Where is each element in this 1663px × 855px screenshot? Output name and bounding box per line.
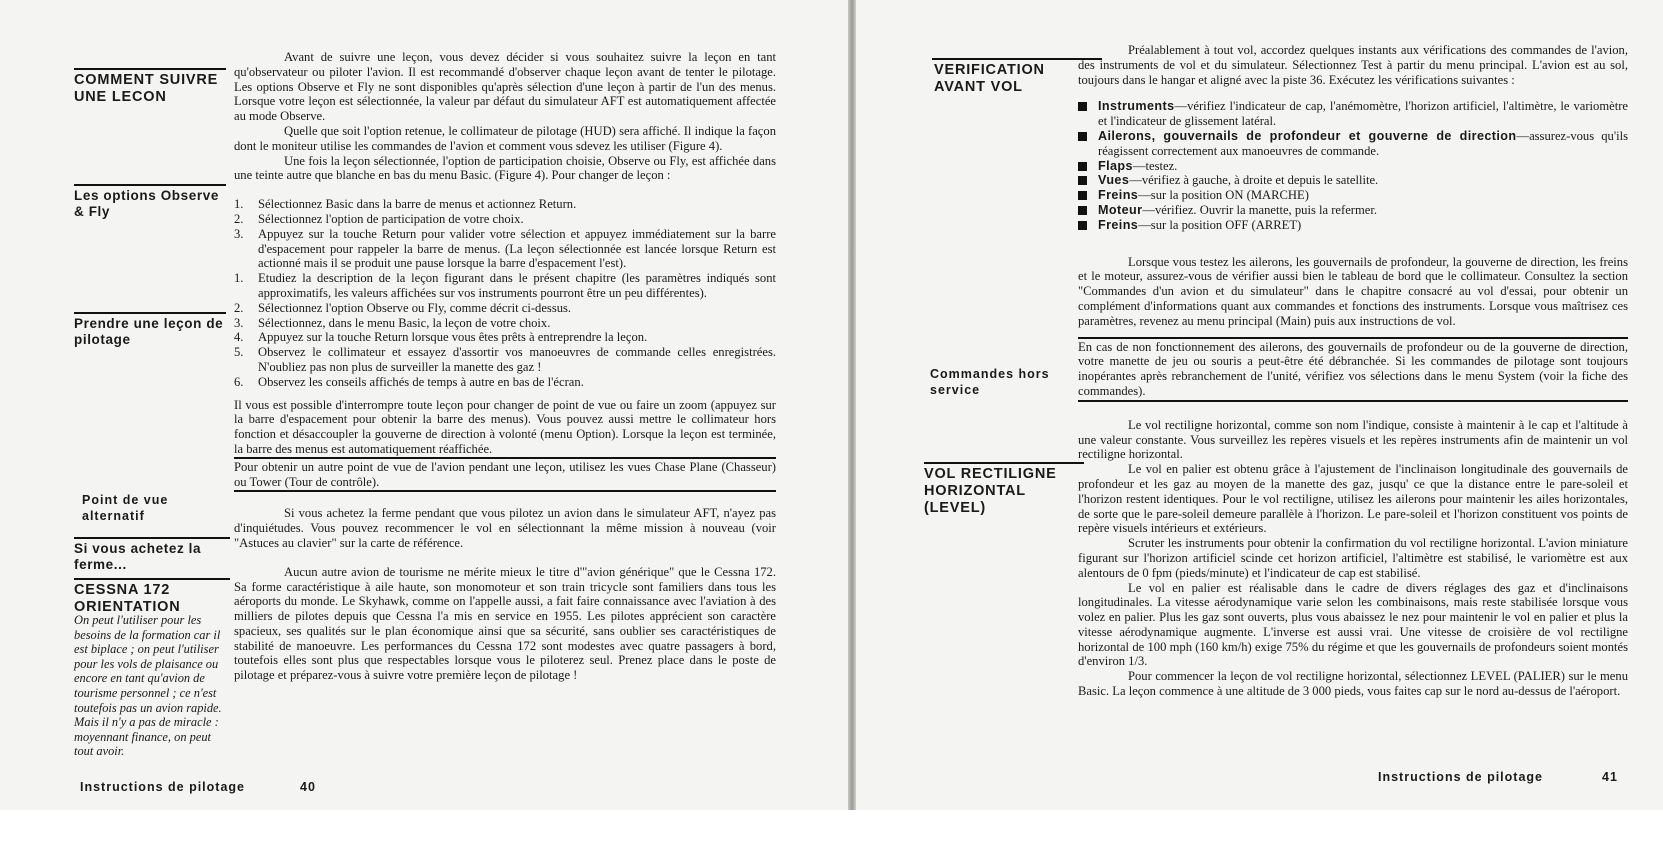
check-item: Vues—vérifiez à gauche, à droite et depuis le satellite. xyxy=(1078,173,1628,188)
list-item: 4. Appuyez sur la touche Return lorsque vous êtes prêts à entreprendre la leçon. xyxy=(234,330,648,345)
verif-rule xyxy=(932,58,1102,60)
heading-options: Les options Observe & Fly xyxy=(74,184,226,220)
list-item: 2. Sélectionnez l'option Observe ou Fly, comme décrit ci-dessus. xyxy=(234,300,572,315)
check-item: Ailerons, gouvernails de profondeur et gouverne de direction—assurez-vous qu'ils réagissent correctement aux manoeuvres de commande. xyxy=(1078,129,1628,159)
book-gutter xyxy=(848,0,856,810)
ferme-paragraph: Si vous achetez la ferme pendant que vous pilotez un avion dans le simulateur AFT, n'ayez pas d'inquiétudes. Vous pouvez recommencer le vol en sélectionnant la même mission à nouveau (voir "Astuces au clavier" sur la carte de référence. xyxy=(234,506,776,550)
heading-comment-suivre: COMMENT SUIVRE UNE LECON xyxy=(74,68,226,106)
intro-paragraph-2: Quelle que soit l'option retenue, le collimateur de pilotage (HUD) sera affiché. Il indique la façon dont le moniteur utilise les commandes de l'avion et comment vous sdevez les utiliser (Figure 4). xyxy=(234,123,776,153)
left-main-text xyxy=(234,50,776,683)
left-page xyxy=(0,0,848,810)
intro-paragraph-3: Une fois la leçon sélectionnée, l'option de participation choisie, Observe ou Fly, est affichée dans une teinte autre que blanche en bas du menu Basic. (Figure 4). Pour changer de leçon : xyxy=(234,153,776,183)
page-number-right: 41 xyxy=(1602,770,1618,784)
list-item: 1. Etudiez la description de la leçon figurant dans le présent chapitre (les paramètres indiqués sont approximatifs, les valeurs affichées sur vos instruments pourront être un peu différentes). xyxy=(234,271,776,300)
commandes-paragraph: En cas de non fonctionnement des ailerons, des gouvernails de profondeur ou de la gouverne de direction, votre manette de jeu ou souris a peut-être été débranchée. Si les commandes de pilotage sont toujours inopérantes après rebranchement de l'unité, vérifiez vos sélections dans le menu System (voir la fiche des commandes). xyxy=(1078,337,1628,402)
bottom-background xyxy=(0,810,1663,855)
list-item: 2. Sélectionnez l'option de participation de votre choix. xyxy=(234,211,524,226)
cessna-paragraph: Aucun autre avion de tourisme ne mérite mieux le titre d'"avion générique" que le Cessna 172. Sa forme caractéristique à aile haute, son monomoteur et son train tricycle sont familiers dans tous les aéroports du monde. Le Skyhawk, comme on l'appelle aussi, a fait faire connaissance avec l'aviation à des milliers de pilotes depuis que Cessna l'a mis en service en 1955. Les pilotes apprécient son caractère spacieux, ses qualités sur le plan économique ainsi que sa sécurité, sans oublier ses caractéristiques de stabilité de manoeuvre. Les performances du Cessna 172 sont modestes avec quatre passagers à bord, toutefois elles sont plus que respectables lorsque vous le piloterez seul. Prenez place dans le poste de pilotage et préparez-vous à suivre votre première leçon de pilotage ! xyxy=(234,564,776,683)
intro-paragraph-1: Avant de suivre une leçon, vous devez décider si vous souhaitez suivre la leçon en tant qu'observateur ou piloter l'avion. Il est recommandé d'observer chaque leçon avant de tenter le pilotage. Les options Observe et Fly ne sont disponibles qu'après sélection d'une leçon à partir de l'un des menus. Lorsque votre leçon est sélectionnée, la valeur par défaut du simulateur AFT est automatiquement affectée au mode Observe. xyxy=(234,50,776,124)
take-lesson-list xyxy=(234,271,776,389)
footer-title-right: Instructions de pilotage xyxy=(1378,770,1543,784)
page-number-left: 40 xyxy=(300,780,316,794)
alt-view-paragraph: Pour obtenir un autre point de vue de l'avion pendant une leçon, utilisez les vues Chase Plane (Chasseur) ou Tower (Tour de contrôle). xyxy=(234,457,776,493)
check-item: Freins—sur la position OFF (ARRET) xyxy=(1078,218,1628,233)
verif-after-paragraph: Lorsque vous testez les ailerons, les gouvernails de profondeur, la gouverne de direction, les freins et le moteur, assurez-vous de vérifier aussi bien le tableau de bord que le collimateur. Consultez la section "Commandes d'un avion et du simulateur" dans le chapitre consacré au vol d'essai, pour obtenir un complément d'informations quant aux commandes et fonctions des instruments. Lorsque vous maîtrisez ces paramètres, revenez au menu principal (Main) puis aux instructions de vol. xyxy=(1078,254,1628,328)
check-item: Instruments—vérifiez l'indicateur de cap, l'anémomètre, l'horizon artificiel, l'altimètre, le variomètre et l'indicateur de glissement latéral. xyxy=(1078,99,1628,129)
list-item: 3. Sélectionnez, dans le menu Basic, la leçon de votre choix. xyxy=(234,315,551,330)
heading-commandes-hors-service: Commandes hors service xyxy=(930,367,1050,397)
footer-title-left: Instructions de pilotage xyxy=(80,780,245,794)
list-item: 3. Appuyez sur la touche Return pour valider votre sélection et appuyez immédiatement sur la barre d'espacement pour rappeler la barre de menus. (La leçon sélectionnée est lancée lorsque Return est actionné mais il se produit une pause lorsque la barre d'espacement l'est). xyxy=(234,226,776,271)
vol-paragraph-1: Le vol rectiligne horizontal, comme son nom l'indique, consiste à maintenir à le cap et l'altitude à une valeur constante. Vous surveillez les repères visuels et les repères instruments afin de maintenir un vol rectiligne horizontal. xyxy=(1078,417,1628,462)
interrupt-paragraph: Il vous est possible d'interrompre toute leçon pour changer de point de vue ou faire un zoom (appuyez sur la barre d'espacement pour obtenir la barre des menus). Vous pouvez aussi mettre le collimateur hors fonction et désaccoupler la gouverne de direction à volonté (menu Option). Lorsque la leçon est terminée, la barre des menus est automatiquement réaffichée. xyxy=(234,397,776,456)
vol-paragraph-5: Pour commencer la leçon de vol rectiligne horizontal, sélectionnez LEVEL (PALIER) sur le menu Basic. La leçon commence à une altitude de 3 000 pieds, vous faites cap sur le nord au-dessus de l'aéroport. xyxy=(1078,669,1628,699)
check-item: Flaps—testez. xyxy=(1078,159,1628,174)
heading-point-de-vue: Point de vue alternatif xyxy=(82,493,169,523)
right-main-text xyxy=(1078,43,1628,699)
checks-list xyxy=(1078,99,1628,232)
verif-intro: Préalablement à tout vol, accordez quelques instants aux vérifications des commandes de l'avion, des instruments de vol et du simulateur. Sélectionnez Test à partir du menu principal. L'avion est au sol, toujours dans le hangar et aligné avec la piste 36. Exécutez les vérifications suivantes : xyxy=(1078,43,1628,87)
heading-verification: VERIFICATION AVANT VOL xyxy=(934,62,1045,95)
heading-si-vous-achetez: Si vous achetez la ferme... xyxy=(74,537,230,573)
vol-paragraph-2: Le vol en palier est obtenu grâce à l'ajustement de l'inclinaison longitudinale des gouvernails de profondeur et les gaz au moyen de la manette des gaz, jusqu' ce que la distance entre le pare-soleil et l'horizon restent identiques. Pour le vol rectiligne, utilisez les ailerons pour maintenir les ailes horizontales, de sorte que le pare-soleil demeure parallèle à l'horizon. Le pare-soleil et l'horizon constituent vos points de repère visuels intérieurs et extérieurs. xyxy=(1078,462,1628,536)
heading-prendre-lecon: Prendre une leçon de pilotage xyxy=(74,312,226,348)
vol-paragraph-3: Scruter les instruments pour obtenir la confirmation du vol rectiligne horizontal. L'avion miniature figurant sur l'horizon artificiel scinde cet horizon artificiel, l'altimètre est stabilisé, le variomètre est aux alentours de 0 fpm (pieds/minute) et l'indicateur de cap est stabilisé. xyxy=(1078,536,1628,580)
list-item: 6. Observez les conseils affichés de temps à autre en bas de l'écran. xyxy=(234,374,584,389)
check-item: Freins—sur la position ON (MARCHE) xyxy=(1078,188,1628,203)
heading-cessna: CESSNA 172 ORIENTATION xyxy=(74,578,230,616)
right-page xyxy=(856,0,1663,810)
heading-vol-rectiligne: VOL RECTILIGNE HORIZONTAL (LEVEL) xyxy=(924,462,1084,517)
check-item: Moteur—vérifiez. Ouvrir la manette, puis la refermer. xyxy=(1078,203,1628,218)
list-item: 1. Sélectionnez Basic dans la barre de menus et actionnez Return. xyxy=(234,197,577,212)
change-lesson-list xyxy=(234,197,776,271)
cessna-sidenote: On peut l'utiliser pour les besoins de la formation car il est biplace ; on peut l'utiliser pour les vols de plaisance ou encore en tant qu'avion de tourisme personnel ; ce n'est toutefois pas un avion rapide. Mais il n'y a pas de miracle : moyennant finance, on peut tout avoir. xyxy=(74,613,222,759)
vol-paragraph-4: Le vol en palier est réalisable dans le cadre de divers réglages des gaz et d'inclinaisons longitudinales. La vitesse aérodynamique varie selon les combinaisons, mais reste stabilisée lorsque vous volez en palier. Plus les gaz sont ouverts, plus vous abaissez le nez pour maintenir le vol en palier et plus la vitesse aérodynamique augmente. L'inverse est aussi vrai. Une vitesse de croisière de vol rectiligne horizontal de 100 mph (160 km/h) exige 75% du régime et que les gouvernails de profondeurs soient montés d'environ 1/3. xyxy=(1078,580,1628,669)
list-item: 5. Observez le collimateur et essayez d'assortir vos manoeuvres de commande celles enregistrées. N'oubliez pas non plus de surveiller la manette des gaz ! xyxy=(234,345,776,374)
